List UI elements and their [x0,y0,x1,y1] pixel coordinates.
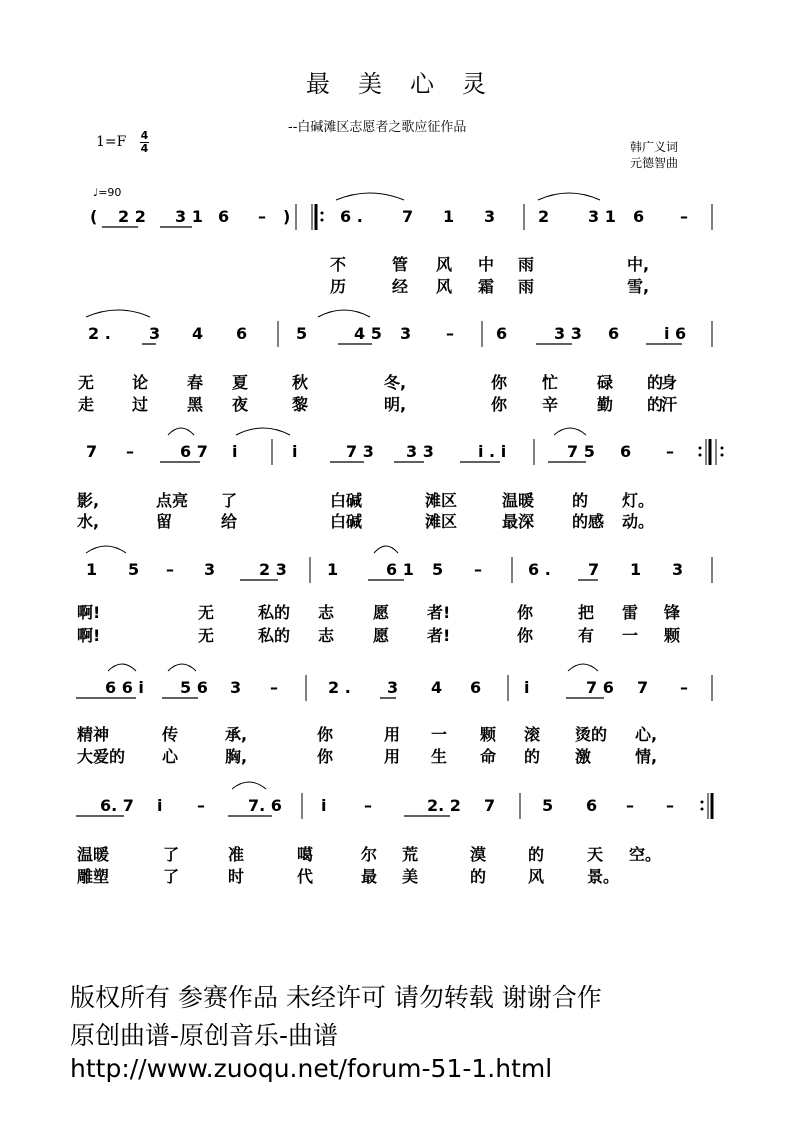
lyric-word: 夜 [232,395,249,414]
note: 3 [387,678,399,697]
lyric-word: 胸, [225,747,248,766]
lyric-word: 无 [78,373,95,392]
note: 6 7 [180,442,208,461]
lyric-word: 不 [330,255,347,274]
note: i [292,442,298,461]
lyric-word: 激 [575,747,592,766]
note: ) [283,207,291,226]
note: 7 [588,560,600,579]
lyric-word: 的 [572,491,589,510]
note: – [197,796,205,815]
note: 3 [204,560,216,579]
lyric-word: 给 [221,512,238,531]
note: – [126,442,134,461]
note: 3 [484,207,496,226]
lyric-word: 雷 [622,603,639,622]
repeat-sign [701,793,713,819]
note: – [626,796,634,815]
lyric-word: 雨 [518,255,535,274]
score-system [76,782,712,886]
meter-top: 4 [140,129,149,142]
composer-credit: 元德智曲 [630,156,679,170]
note: 7 5 [567,442,595,461]
note: i [321,796,327,815]
lyric-word: 精神 [77,725,110,744]
note: 1 [327,560,339,579]
lyric-word: 荒 [402,845,419,864]
song-title: 最美心灵 [306,70,514,98]
key-signature: 1=F [96,134,127,150]
lyric-word: 心, [635,725,658,744]
lyric-word: 颗 [480,725,497,744]
lyricist-credit: 韩广义词 [630,140,679,154]
lyric-word: 温暖 [77,845,110,864]
note: – [166,560,174,579]
note: 7 3 [346,442,374,461]
slur [168,664,196,671]
slur [568,664,598,671]
note: 6 [218,207,230,226]
lyric-word: 秋 [292,373,309,392]
lyric-word: 忙 [542,373,559,392]
note: – [666,796,674,815]
note: 3 [230,678,242,697]
lyric-word: 的 [647,373,664,392]
lyric-word: 灯。 [622,491,655,510]
note: 6 1 [386,560,414,579]
note: 6 . [340,207,363,226]
lyric-word: 你 [517,626,534,645]
lyric-word: 黎 [292,395,309,414]
note: 7 [637,678,649,697]
note: 6. 7 [100,796,134,815]
lyric-word: 的感 [572,512,605,531]
slur [108,664,136,671]
lyric-word: 景。 [587,867,620,886]
lyric-word: 中 [478,255,495,274]
lyric-word: 生 [431,747,448,766]
repeat-sign [699,439,724,465]
lyric-word: 水, [77,512,100,531]
lyric-word: 志 [318,626,335,645]
repeat-sign [312,204,324,230]
lyric-word: 的 [524,747,541,766]
lyric-word: 管 [392,255,409,274]
lyric-word: 雕塑 [77,867,110,886]
lyric-word: 传 [162,725,179,744]
slur [236,428,290,435]
slur [336,193,404,200]
score-system [76,664,712,766]
note: i 6 [664,324,687,343]
lyric-word: 有 [578,626,595,645]
score-system [77,546,712,645]
lyric-word: 滩区 [425,512,458,531]
lyric-word: 一 [622,626,639,645]
note: 2 2 [118,207,146,226]
lyric-word: 空。 [629,845,662,864]
note: 7 [484,796,496,815]
lyric-word: 美 [402,867,419,886]
lyric-word: 辛 [542,395,559,414]
lyric-word: 大爱的 [77,747,126,766]
lyric-word: 滩区 [425,491,458,510]
note: – [666,442,674,461]
note: 7 [402,207,414,226]
note: – [474,560,482,579]
note: 3 3 [554,324,582,343]
lyric-word: 命 [480,747,497,766]
lyric-word: 志 [318,603,335,622]
lyric-word: 影, [77,491,100,510]
lyric-word: 了 [221,491,238,510]
lyric-word: 准 [228,845,245,864]
source-url: http://www.zuoqu.net/forum-51-1.html [70,1054,553,1083]
note: 3 [400,324,412,343]
note: 3 [149,324,161,343]
lyric-word: 身 [661,373,678,392]
note: 2 [538,207,550,226]
lyric-word: 把 [578,603,595,622]
note: 5 [542,796,554,815]
lyric-word: 最深 [502,512,535,531]
lyric-word: 的 [647,395,664,414]
note: i [524,678,530,697]
lyric-word: 走 [78,395,95,414]
lyric-word: 用 [384,725,401,744]
lyric-word: 动。 [622,512,655,531]
note: 4 [192,324,204,343]
note: – [270,678,278,697]
note: 1 [443,207,455,226]
note: 2 . [88,324,111,343]
song-subtitle: --白碱滩区志愿者之歌应征作品 [288,120,467,135]
lyric-word: 汗 [661,395,678,414]
score-system [90,193,712,296]
slur [538,193,600,200]
slur [86,546,126,553]
note: 7 [86,442,98,461]
slur [168,428,194,435]
note: 1 [86,560,98,579]
note: 6 [236,324,248,343]
lyric-word: 啊! [77,626,101,645]
lyric-word: 留 [156,512,173,531]
lyric-word: 者! [427,626,451,645]
lyric-word: 啊! [77,603,101,622]
score-system [78,310,712,414]
note: 5 [432,560,444,579]
lyric-word: 锋 [664,603,681,622]
lyric-word: 中, [627,255,650,274]
lyric-word: 一 [431,725,448,744]
lyric-word: 点亮 [156,491,189,510]
note: 6 [608,324,620,343]
lyric-word: 雨 [518,277,535,296]
note: – [258,207,266,226]
lyric-word: 颗 [664,626,681,645]
lyric-word: 风 [528,867,545,886]
lyric-word: 烫的 [575,725,608,744]
lyric-word: 碌 [597,373,614,392]
meter-bottom: 4 [140,142,149,155]
note: – [364,796,372,815]
lyric-word: 无 [198,603,215,622]
note: i . i [478,442,507,461]
lyric-word: 论 [132,373,149,392]
lyric-word: 雪, [627,277,650,296]
lyric-word: 明, [384,395,407,414]
note: 3 3 [406,442,434,461]
lyric-word: 噶 [297,845,314,864]
note: – [680,207,688,226]
lyric-word: 过 [132,395,149,414]
note: 6 [586,796,598,815]
lyric-word: 霜 [478,277,495,296]
note: 3 1 [588,207,616,226]
slur [232,782,266,789]
lyric-word: 最 [361,867,378,886]
lyric-word: 者! [427,603,451,622]
lyric-word: 无 [198,626,215,645]
lyric-word: 冬, [384,373,407,392]
slur [86,310,150,317]
note: 6 [620,442,632,461]
note: 4 [431,678,443,697]
lyric-word: 你 [317,747,334,766]
slur [374,546,398,553]
lyric-word: 愿 [373,603,390,622]
lyric-word: 风 [436,277,453,296]
lyric-word: 你 [491,395,508,414]
lyric-word: 春 [187,373,204,392]
note: 3 1 [175,207,203,226]
lyric-word: 漠 [470,845,487,864]
note: 5 [128,560,140,579]
note: i [232,442,238,461]
note: – [680,678,688,697]
note: 2 3 [259,560,287,579]
lyric-word: 滚 [524,725,541,744]
lyric-word: 天 [587,845,604,864]
lyric-word: 代 [297,867,314,886]
lyric-word: 的 [470,867,487,886]
lyric-word: 温暖 [502,491,535,510]
note: 2 . [328,678,351,697]
note: 7 6 [586,678,614,697]
note: ( [90,207,98,226]
lyric-word: 私的 [258,626,291,645]
lyric-word: 风 [436,255,453,274]
lyric-word: 的 [528,845,545,864]
lyric-word: 勤 [597,395,614,414]
slur [318,310,370,317]
lyric-word: 你 [317,725,334,744]
tempo-mark: ♩=90 [93,186,122,199]
lyric-word: 白碱 [330,491,363,510]
note: 7. 6 [248,796,282,815]
lyric-word: 经 [392,277,409,296]
note: – [446,324,454,343]
note: 2. 2 [427,796,461,815]
lyric-word: 夏 [232,373,249,392]
lyric-word: 情, [635,747,658,766]
note: 5 [296,324,308,343]
source-line: 原创曲谱-原创音乐-曲谱 [70,1021,339,1050]
note: i [157,796,163,815]
lyric-word: 了 [163,867,180,886]
lyric-word: 愿 [373,626,390,645]
lyric-word: 黑 [187,395,204,414]
note: 4 5 [354,324,382,343]
note: 1 [630,560,642,579]
lyric-word: 历 [330,277,347,296]
lyric-word: 你 [491,373,508,392]
note: 6 [470,678,482,697]
lyric-word: 了 [163,845,180,864]
note: 6 . [528,560,551,579]
copyright-line: 版权所有 参赛作品 未经许可 请勿转载 谢谢合作 [70,983,602,1012]
lyric-word: 私的 [258,603,291,622]
note: 3 [672,560,684,579]
slur [554,428,586,435]
lyric-word: 用 [384,747,401,766]
note: 5 6 [180,678,208,697]
note: 6 [496,324,508,343]
lyric-word: 心 [162,747,179,766]
lyric-word: 承, [225,725,248,744]
lyric-word: 白碱 [330,512,363,531]
note: 6 [633,207,645,226]
lyric-word: 你 [517,603,534,622]
lyric-word: 尔 [361,845,378,864]
note: 6 6 i [105,678,144,697]
lyric-word: 时 [228,867,245,886]
score-system [77,428,724,531]
